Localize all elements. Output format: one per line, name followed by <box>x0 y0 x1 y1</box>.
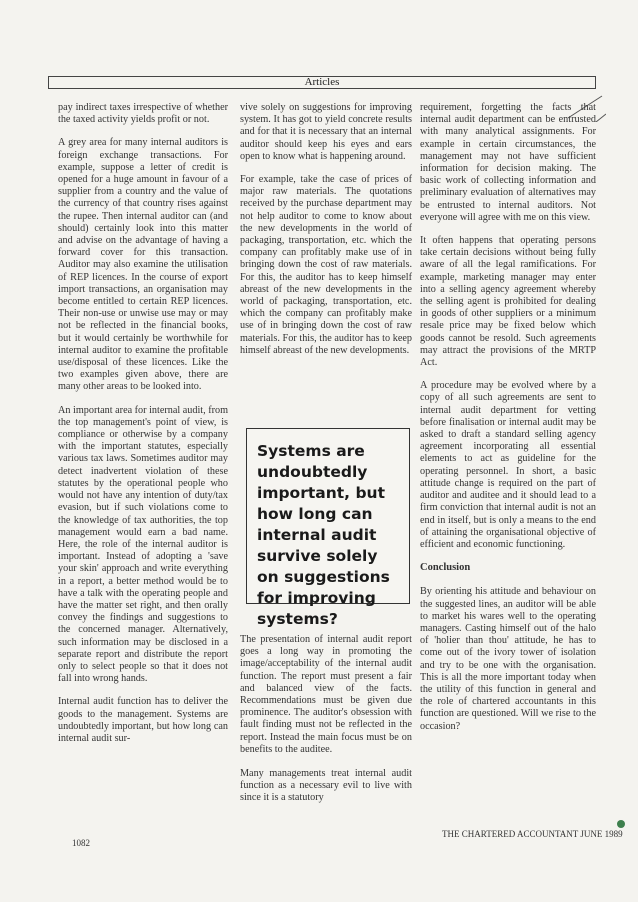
page-number: 1082 <box>72 838 90 848</box>
paragraph: requirement, forgetting the facts that internal audit department can be entrusted with many analytical assignments. For example in certain circumstances, the management may not have sufficient information for decision making. The basic work of collecting information and preliminary evaluation of alternatives may be entrusted to internal auditors. Not everyone will agree with me on this view. <box>420 102 596 223</box>
column-middle-upper <box>240 102 412 368</box>
column-right <box>420 102 596 744</box>
pull-quote-text: Systems are undoubtedly important, but how long can internal audit survive solely on suggestions for improving systems? <box>257 442 390 628</box>
pull-quote-box <box>246 428 410 628</box>
section-title: Articles <box>304 76 340 88</box>
paragraph: A grey area for many internal auditors is foreign exchange transactions. For example, suppose a letter of credit is opened for a huge amount in favour of a supplier from a country and the value of the currency of that country rises against the rupee. Then internal auditor can (and should) certainly look into this matter and advise on the advantage of having a forward cover for this transaction. Auditor may also examine the utilisation of REP licences. In the course of export import transactions, an organisation may become entitled to certain REP licences. Their non-use or unwise use may or may not be reflected in the financial books, but it would certainly be worthwhile for internal auditor to examine the profitable use/disposal of these licences. Like the two examples given above, there are many other areas to be looked into. <box>58 137 228 393</box>
conclusion-paragraph: By orienting his attitude and behaviour on the suggested lines, an auditor will be able to market his wares well to the operating managers. Casting himself out of the halo of 'holier than thou' attitude, he has to come out of the ivory tower of isolation and try to be one with the organisation. This is all the more important today when the utility of this function in general and the role of chartered accountants in this function are questioned. Will we rise to the occasion? <box>420 586 596 732</box>
paragraph: The presentation of internal audit report goes a long way in promoting the image/acceptability of the internal audit function. The report must present a fair and balanced view of the facts. Recommendations must be given due prominence. The auditor's obsession with fault finding must not be reflected in the report. Instead the main focus must be on benefits to the auditee. <box>240 634 412 755</box>
paragraph: An important area for internal audit, from the top management's point of view, is compliance or otherwise by a company with the important statutes, especially various tax laws. Sometimes auditor may detect inadvertent violation of these statutes by the operational people who would not have any intention of duty/tax evasion, but if such violations come to the knowledge of tax authorities, the top management would earn a bad name. Here, the role of the internal auditor is important. Instead of adopting a 'save your skin' approach and write everything in a report, a better method would be to have a talk with the operating people and have the matter set right, and then orally convey the findings and suggestions to the concerned manager. Alternatively, such information may be disclosed in a separate report and distribute the report only to select people so that it does not fall into wrong hands. <box>58 404 229 685</box>
column-middle-lower <box>240 634 412 817</box>
section-header-box <box>48 76 596 89</box>
journal-footer: THE CHARTERED ACCOUNTANT JUNE 1989 <box>442 829 623 839</box>
conclusion-heading: Conclusion <box>420 562 471 574</box>
paragraph: A procedure may be evolved where by a copy of all such agreements are sent to internal audit department for vetting before finalisation or internal audit may be asked to draft a standard selling agency agreement incorporating all essential elements to act as guideline for the operating personnel. In short, a basic attitude change is required on the part of auditor and auditee and it should lead to a firm conviction that internal audit is not an end in itself, but is only a means to the end of attaining the organisational objective of efficient and economic functioning. <box>420 380 596 550</box>
column-left <box>58 102 228 756</box>
paragraph: vive solely on suggestions for improving system. It has got to yield concrete results and for that it is necessary that an internal auditor should keep his eyes and ears open to know what is happening around. <box>240 102 412 162</box>
scan-dot-icon <box>617 820 625 828</box>
paragraph: Internal audit function has to deliver the goods to the management. Systems are undoubtedly important, but how long can internal audit sur- <box>58 696 228 744</box>
paragraph: pay indirect taxes irrespective of whether the taxed activity yields profit or not. <box>58 102 228 126</box>
paragraph: For example, take the case of prices of major raw materials. The quotations received by the purchase department may not help auditor to come to know about the new developments in the world of packaging, transportation, etc. which the company can profitably make use of in bringing down the cost of raw materials. For this, the auditor has to keep himself abreast of the new developments in the world of packaging, transportation, etc. which the company can profitably make use of in bringing down the cost of raw materials. For this, the auditor has to keep himself abreast of the new developments. <box>240 174 412 356</box>
paragraph: It often happens that operating persons take certain decisions without being fully aware of all the legal ramifications. For example, marketing manager may enter into a selling agency agreement whereby the selling agent is prohibited for dealing in goods of other suppliers or a minimum resale price may be fixed below which goods cannot be resold. Such agreements may attract the provisions of the MRTP Act. <box>420 235 596 369</box>
paragraph: Many managements treat internal audit function as a necessary evil to live with since it is a statutory <box>240 768 412 804</box>
